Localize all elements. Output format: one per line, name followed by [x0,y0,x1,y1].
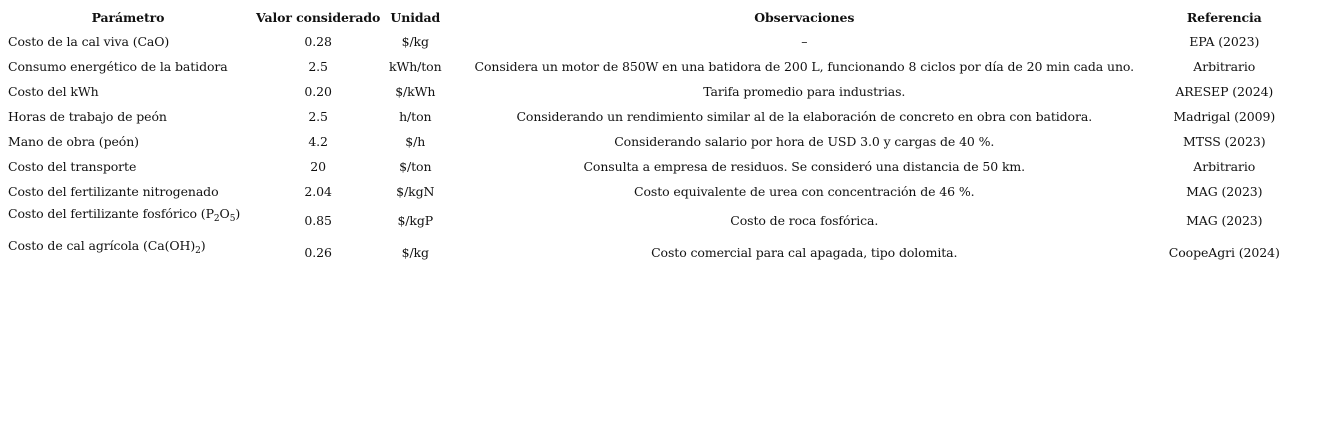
header-observations: Observaciones [754,9,855,25]
row-param: Mano de obra (peón) [8,134,139,149]
row-value: 0.85 [304,212,332,228]
table-row [4,204,1286,236]
header-reference: Referencia [1186,9,1262,25]
row-value: 20 [310,159,326,174]
param-text-post: ) [200,238,206,253]
row-param: Costo del fertilizante nitrogenado [8,184,219,199]
param-subscript: 2 [195,246,201,256]
row-param: Costo del kWh [8,84,99,99]
row-reference: MAG (2023) [1186,212,1263,228]
row-value: 0.26 [304,244,332,260]
row-unit: h/ton [399,109,432,124]
table-row [4,129,1286,154]
row-reference: Arbitrario [1193,159,1256,174]
table-row [4,79,1286,104]
param-text-pre: Costo de cal agrícola (Ca(OH) [8,238,196,253]
row-observations: Considerando un rendimiento similar al de la elaboración de concreto en obra con batidora. [516,109,1093,124]
row-unit: $/ton [399,159,432,174]
row-observations: Costo comercial para cal apagada, tipo dolomita. [651,244,958,260]
row-value: 4.2 [308,134,328,149]
row-reference: Madrigal (2009) [1173,109,1276,124]
row-param [4,204,252,236]
row-param [4,236,252,268]
row-reference: ARESEP (2024) [1175,84,1274,99]
row-value: 2.5 [308,59,328,74]
row-reference: CoopeAgri (2024) [1168,244,1280,260]
row-param: Horas de trabajo de peón [8,109,167,124]
row-observations: Costo equivalente de urea con concentración de 46 %. [634,184,975,199]
table-row [4,104,1286,129]
parameters-table [4,5,1286,268]
table-row [4,29,1286,54]
row-reference: MTSS (2023) [1183,134,1266,149]
row-param: Costo de la cal viva (CaO) [8,34,170,49]
row-reference: Arbitrario [1193,59,1256,74]
row-value: 2.5 [308,109,328,124]
table-row [4,179,1286,204]
row-observations: – [801,34,808,49]
header-param: Parámetro [91,9,165,25]
table-row [4,236,1286,268]
row-param: Costo del transporte [8,159,137,174]
param-text-mid: O [219,206,230,221]
param-text-pre: Costo del fertilizante fosfórico (P [8,206,214,221]
row-value: 2.04 [304,184,332,199]
row-param: Consumo energético de la batidora [8,59,228,74]
row-observations: Tarifa promedio para industrias. [703,84,906,99]
row-observations: Considera un motor de 850W en una batidora de 200 L, funcionando 8 ciclos por día de 20 min cada uno. [474,59,1135,74]
row-value: 0.28 [304,34,332,49]
row-unit: $/kg [401,244,429,260]
table-row [4,54,1286,79]
row-reference: EPA (2023) [1189,34,1260,49]
row-reference: MAG (2023) [1186,184,1263,199]
header-value: Valor considerado [256,9,381,25]
param-text-post: ) [235,206,241,221]
row-unit: $/kg [401,34,429,49]
table-row [4,154,1286,179]
row-observations: Considerando salario por hora de USD 3.0 y cargas de 40 %. [614,134,995,149]
row-value: 0.20 [304,84,332,99]
param-subscript: 2 [213,214,220,224]
row-observations: Costo de roca fosfórica. [730,212,879,228]
row-unit: $/h [405,134,426,149]
table-header-row [4,5,1286,29]
header-unit: Unidad [390,9,441,25]
row-unit: $/kWh [395,84,436,99]
param-subscript: 5 [229,214,236,224]
row-unit: $/kgP [397,212,434,228]
row-observations: Consulta a empresa de residuos. Se consideró una distancia de 50 km. [583,159,1026,174]
row-unit: kWh/ton [388,59,442,74]
row-unit: $/kgN [396,184,435,199]
